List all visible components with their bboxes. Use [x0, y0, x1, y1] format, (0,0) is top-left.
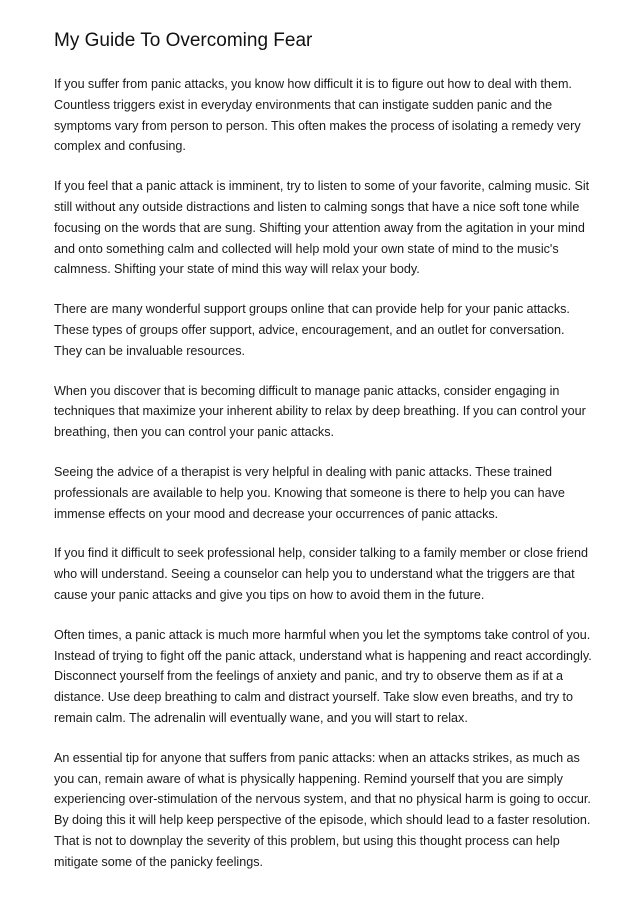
paragraph-2: If you feel that a panic attack is imminent, try to listen to some of your favorite, calming music. Sit still without any outside distractions and listen to calming songs that have a nice soft tone while focusing on the words that are sung. Shifting your attention away from the agitation in your mind and onto something calm and collected will help mold your own state of mind to the music's calmness. Shifting your state of mind this way will relax your body. [54, 179, 590, 277]
paragraph-4: When you discover that is becoming difficult to manage panic attacks, consider engaging in techniques that maximize your inherent ability to relax by deep breathing. If you can control your breathing, then you can control your panic attacks. [54, 383, 586, 440]
paragraph-7: Often times, a panic attack is much more harmful when you let the symptoms take control of you. Instead of trying to fight off the panic attack, understand what is happening and react accordingly. Disconnect yourself from the feelings of anxiety and panic, and try to observe them as if at a distance. Use deep breathing to calm and distract yourself. Take slow even breaths, and try to remain calm. The adrenalin will eventually wane, and you will start to relax. [54, 627, 592, 725]
document-page [54, 28, 594, 892]
paragraph-3: There are many wonderful support groups online that can provide help for your panic attacks. These types of groups offer support, advice, encouragement, and an outlet for conversation. They can be invaluable resources. [54, 302, 570, 358]
document-title: My Guide To Overcoming Fear [54, 30, 313, 51]
paragraph-6: If you find it difficult to seek professional help, consider talking to a family member or close friend who will understand. Seeing a counselor can help you to understand what the triggers are that cause your panic attacks and give you tips on how to avoid them in the future. [54, 546, 588, 602]
paragraph-1: If you suffer from panic attacks, you know how difficult it is to figure out how to deal with them. Countless triggers exist in everyday environments that can instigate sudden panic and the symptoms vary from person to person. This often makes the process of isolating a remedy very complex and confusing. [54, 77, 581, 154]
paragraph-5: Seeing the advice of a therapist is very helpful in dealing with panic attacks. These trained professionals are available to help you. Knowing that someone is there to help you can have immense effects on your mood and decrease your occurrences of panic attacks. [54, 464, 565, 521]
paragraph-8: An essential tip for anyone that suffers from panic attacks: when an attacks strikes, as much as you can, remain aware of what is physically happening. Remind yourself that you are simply experiencing over-stimulation of the nervous system, and that no physical harm is going to occur. By doing this it will help keep perspective of the episode, which should lead to a faster resolution. That is not to downplay the severity of this problem, but using this thought process can help mitigate some of the panicky feelings. [54, 750, 591, 869]
